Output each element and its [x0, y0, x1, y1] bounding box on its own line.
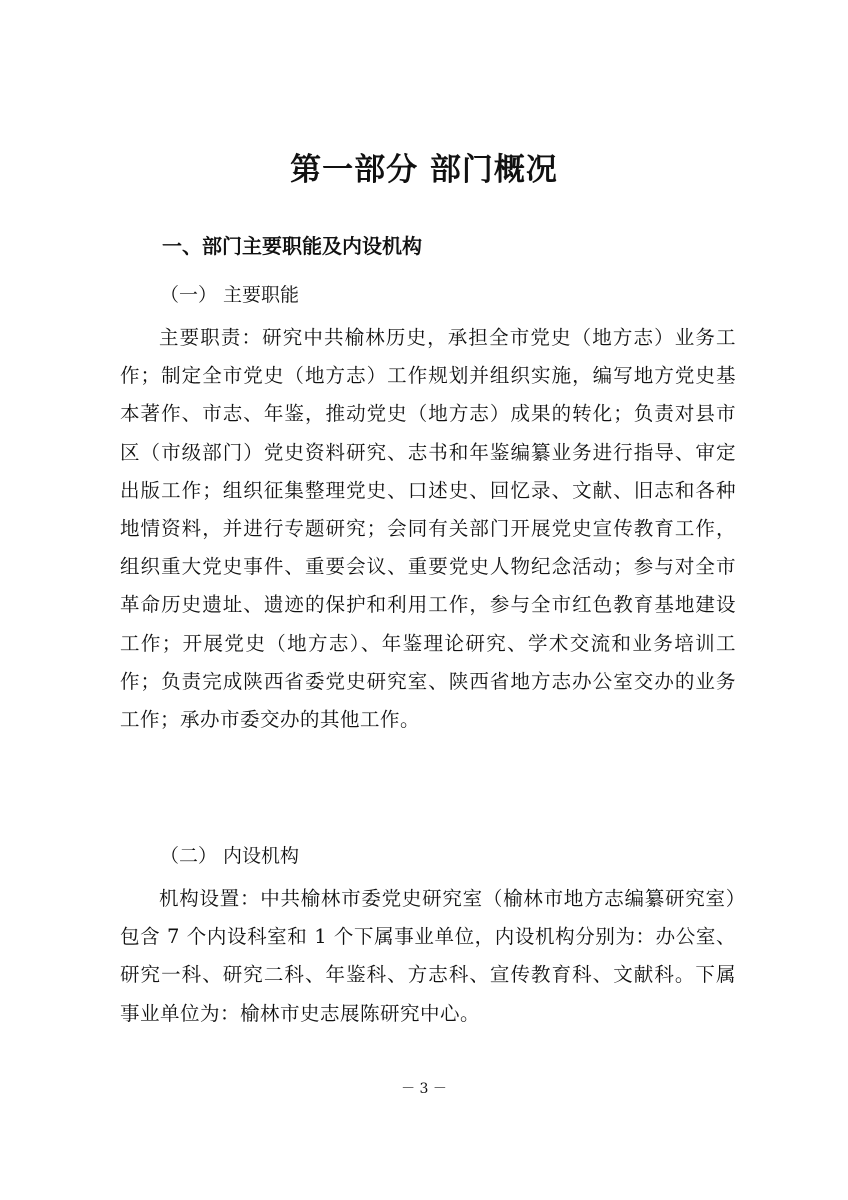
- functions-paragraph: 主要职责：研究中共榆林历史，承担全市党史（地方志）业务工作；制定全市党史（地方志）工作规划并组织实施，编写地方党史基本著作、市志、年鉴，推动党史（地方志）成果的转化；负责对县市区（市级部门）党史资料研究、志书和年鉴编纂业务进行指导、审定出版工作；组织征集整理党史、口述史、回忆录、文献、旧志和各种地情资料，并进行专题研究；会同有关部门开展党史宣传教育工作，组织重大党史事件、重要会议、重要党史人物纪念活动；参与对全市革命历史遗址、遗迹的保护和利用工作，参与全市红色教育基地建设工作；开展党史（地方志）、年鉴理论研究、学术交流和业务培训工作；负责完成陕西省委党史研究室、陕西省地方志办公室交办的业务工作；承办市委交办的其他工作。: [120, 326, 736, 732]
- structure-paragraph: 机构设置：中共榆林市委党史研究室（榆林市地方志编纂研究室）包含 7 个内设科室和 1 个下属事业单位，内设机构分别为：办公室、研究一科、研究二科、年鉴科、方志科、宣传教育科、文献科。下属事业单位为：榆林市史志展陈研究中心。: [120, 887, 736, 1025]
- section-heading: 一、部门主要职能及内设机构: [162, 234, 422, 258]
- page-number: － 3 －: [401, 1081, 447, 1097]
- subsection-heading-structure: （二） 内设机构: [160, 845, 300, 867]
- page-title: 第一部分 部门概况: [290, 152, 558, 188]
- subsection-heading-functions: （一） 主要职能: [160, 284, 300, 306]
